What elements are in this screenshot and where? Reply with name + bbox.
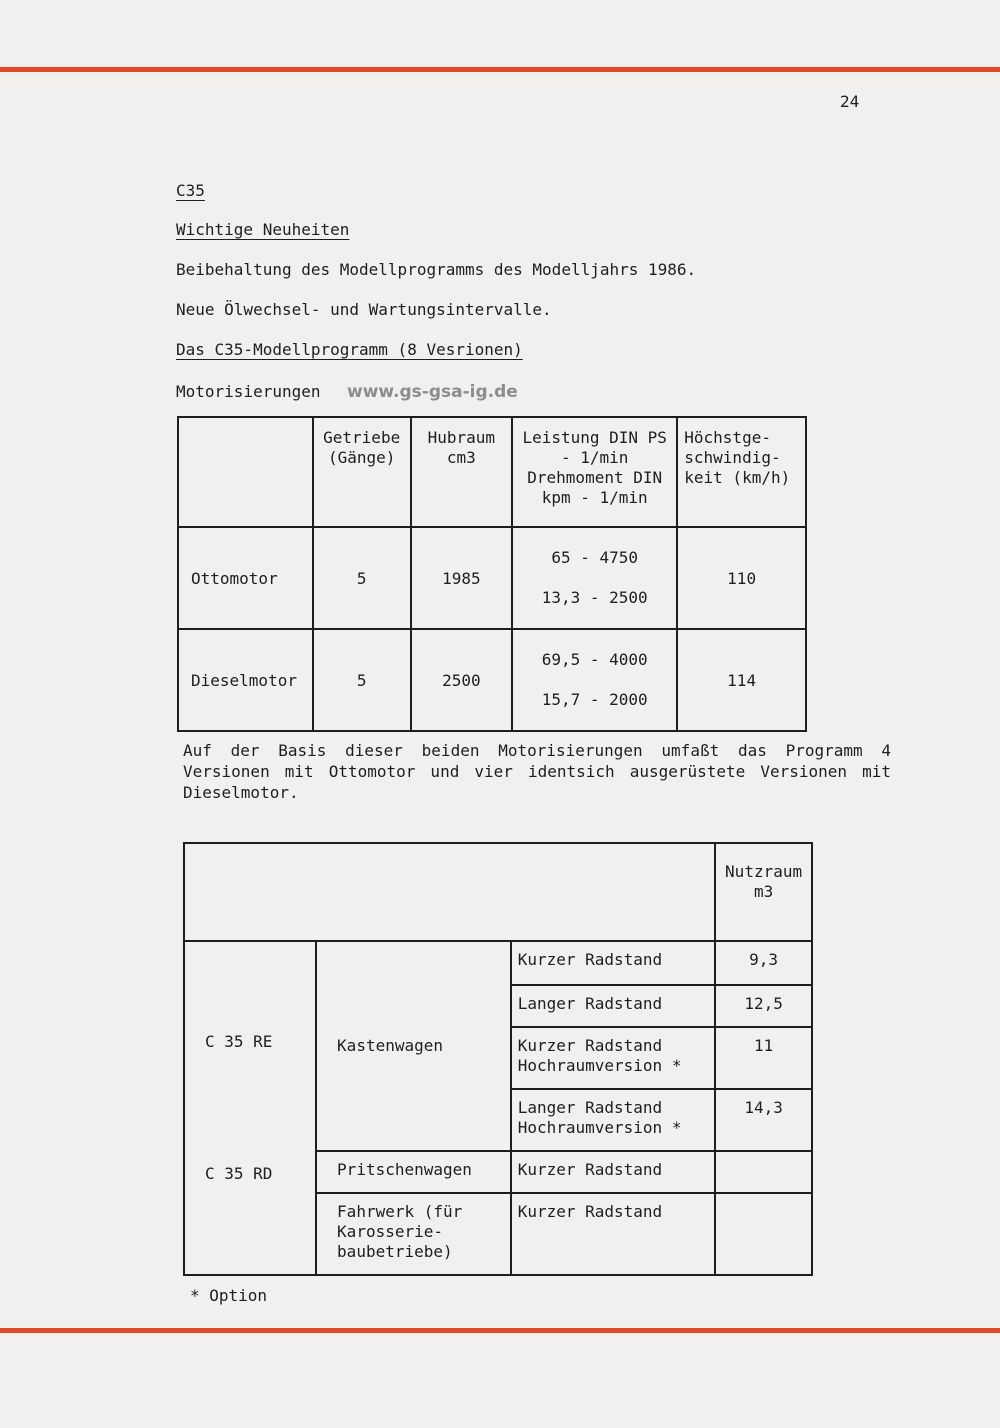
subheading: Wichtige Neuheiten: [176, 220, 350, 239]
power-torque-cell: [512, 629, 677, 731]
version-header-nutzraum: Nutzraum m3: [715, 843, 812, 941]
vmax-value: 114: [677, 629, 806, 731]
variant: Kurzer Radstand: [511, 1151, 715, 1193]
displacement-value: 1985: [411, 527, 513, 629]
torque-value: 15,7 - 2000: [541, 690, 648, 709]
heading: C35: [176, 181, 205, 200]
body-kastenwagen: Kastenwagen: [316, 941, 511, 1151]
engine-header-row: [178, 417, 806, 527]
engine-type: Dieselmotor: [178, 629, 313, 731]
variant: Langer Radstand: [511, 985, 715, 1027]
variant: Langer Radstand Hochraumversion *: [511, 1089, 715, 1151]
power-value: 65 - 4750: [551, 548, 639, 567]
version-header-empty: [184, 843, 715, 941]
engine-header-displacement: Hubraum cm3: [411, 417, 513, 527]
gears-value: 5: [313, 527, 411, 629]
table-row: [178, 527, 806, 629]
power-value: 69,5 - 4000: [541, 650, 648, 669]
intro-line-2: Neue Ölwechsel- und Wartungsintervalle.: [176, 300, 552, 319]
volume: 9,3: [715, 941, 812, 985]
engine-header-power: Leistung DIN PS - 1/min Drehmoment DIN kpm - 1/min: [512, 417, 677, 527]
top-red-rule: [0, 67, 1000, 72]
volume: [715, 1193, 812, 1275]
vmax-value: 110: [677, 527, 806, 629]
engine-type: Ottomotor: [178, 527, 313, 629]
page-number: 24: [840, 92, 860, 111]
volume: 14,3: [715, 1089, 812, 1151]
section-title: Das C35-Modellprogramm (8 Vesrionen): [176, 340, 523, 359]
model-spacer: [205, 1052, 309, 1164]
engine-header-vmax: Höchstge-schwindig-keit (km/h): [677, 417, 806, 527]
footnote: * Option: [190, 1286, 268, 1305]
engine-header-empty: [178, 417, 313, 527]
torque-value: 13,3 - 2500: [541, 588, 648, 607]
variant: Kurzer Radstand Hochraumversion *: [511, 1027, 715, 1089]
table-row: [178, 629, 806, 731]
model-re: C 35 RE: [205, 1032, 273, 1051]
variant: Kurzer Radstand: [511, 941, 715, 985]
displacement-value: 2500: [411, 629, 513, 731]
volume: 12,5: [715, 985, 812, 1027]
volume: [715, 1151, 812, 1193]
version-header-row: [184, 843, 812, 941]
volume: 11: [715, 1027, 812, 1089]
body-pritschenwagen: Pritschenwagen: [316, 1151, 511, 1193]
model-rd: C 35 RD: [205, 1164, 273, 1183]
model-cell: [184, 941, 316, 1275]
engine-header-gears: Getriebe (Gänge): [313, 417, 411, 527]
watermark: www.gs-gsa-ig.de: [347, 382, 518, 402]
body-fahrwerk: Fahrwerk (für Karosserie-baubetriebe): [316, 1193, 511, 1275]
variant: Kurzer Radstand: [511, 1193, 715, 1275]
power-torque-cell: [512, 527, 677, 629]
bottom-red-rule: [0, 1328, 1000, 1333]
intro-line-1: Beibehaltung des Modellprogramms des Modelljahrs 1986.: [176, 260, 697, 279]
description-paragraph: Auf der Basis dieser beiden Motorisierungen umfaßt das Programm 4 Versionen mit Ottomotor und vier identsich ausgerüstete Versionen mit Dieselmotor.: [183, 741, 891, 802]
version-table: [183, 842, 813, 1276]
motor-label: Motorisierungen: [176, 382, 321, 401]
engine-table: [177, 416, 807, 732]
table-row: [184, 941, 812, 985]
gears-value: 5: [313, 629, 411, 731]
